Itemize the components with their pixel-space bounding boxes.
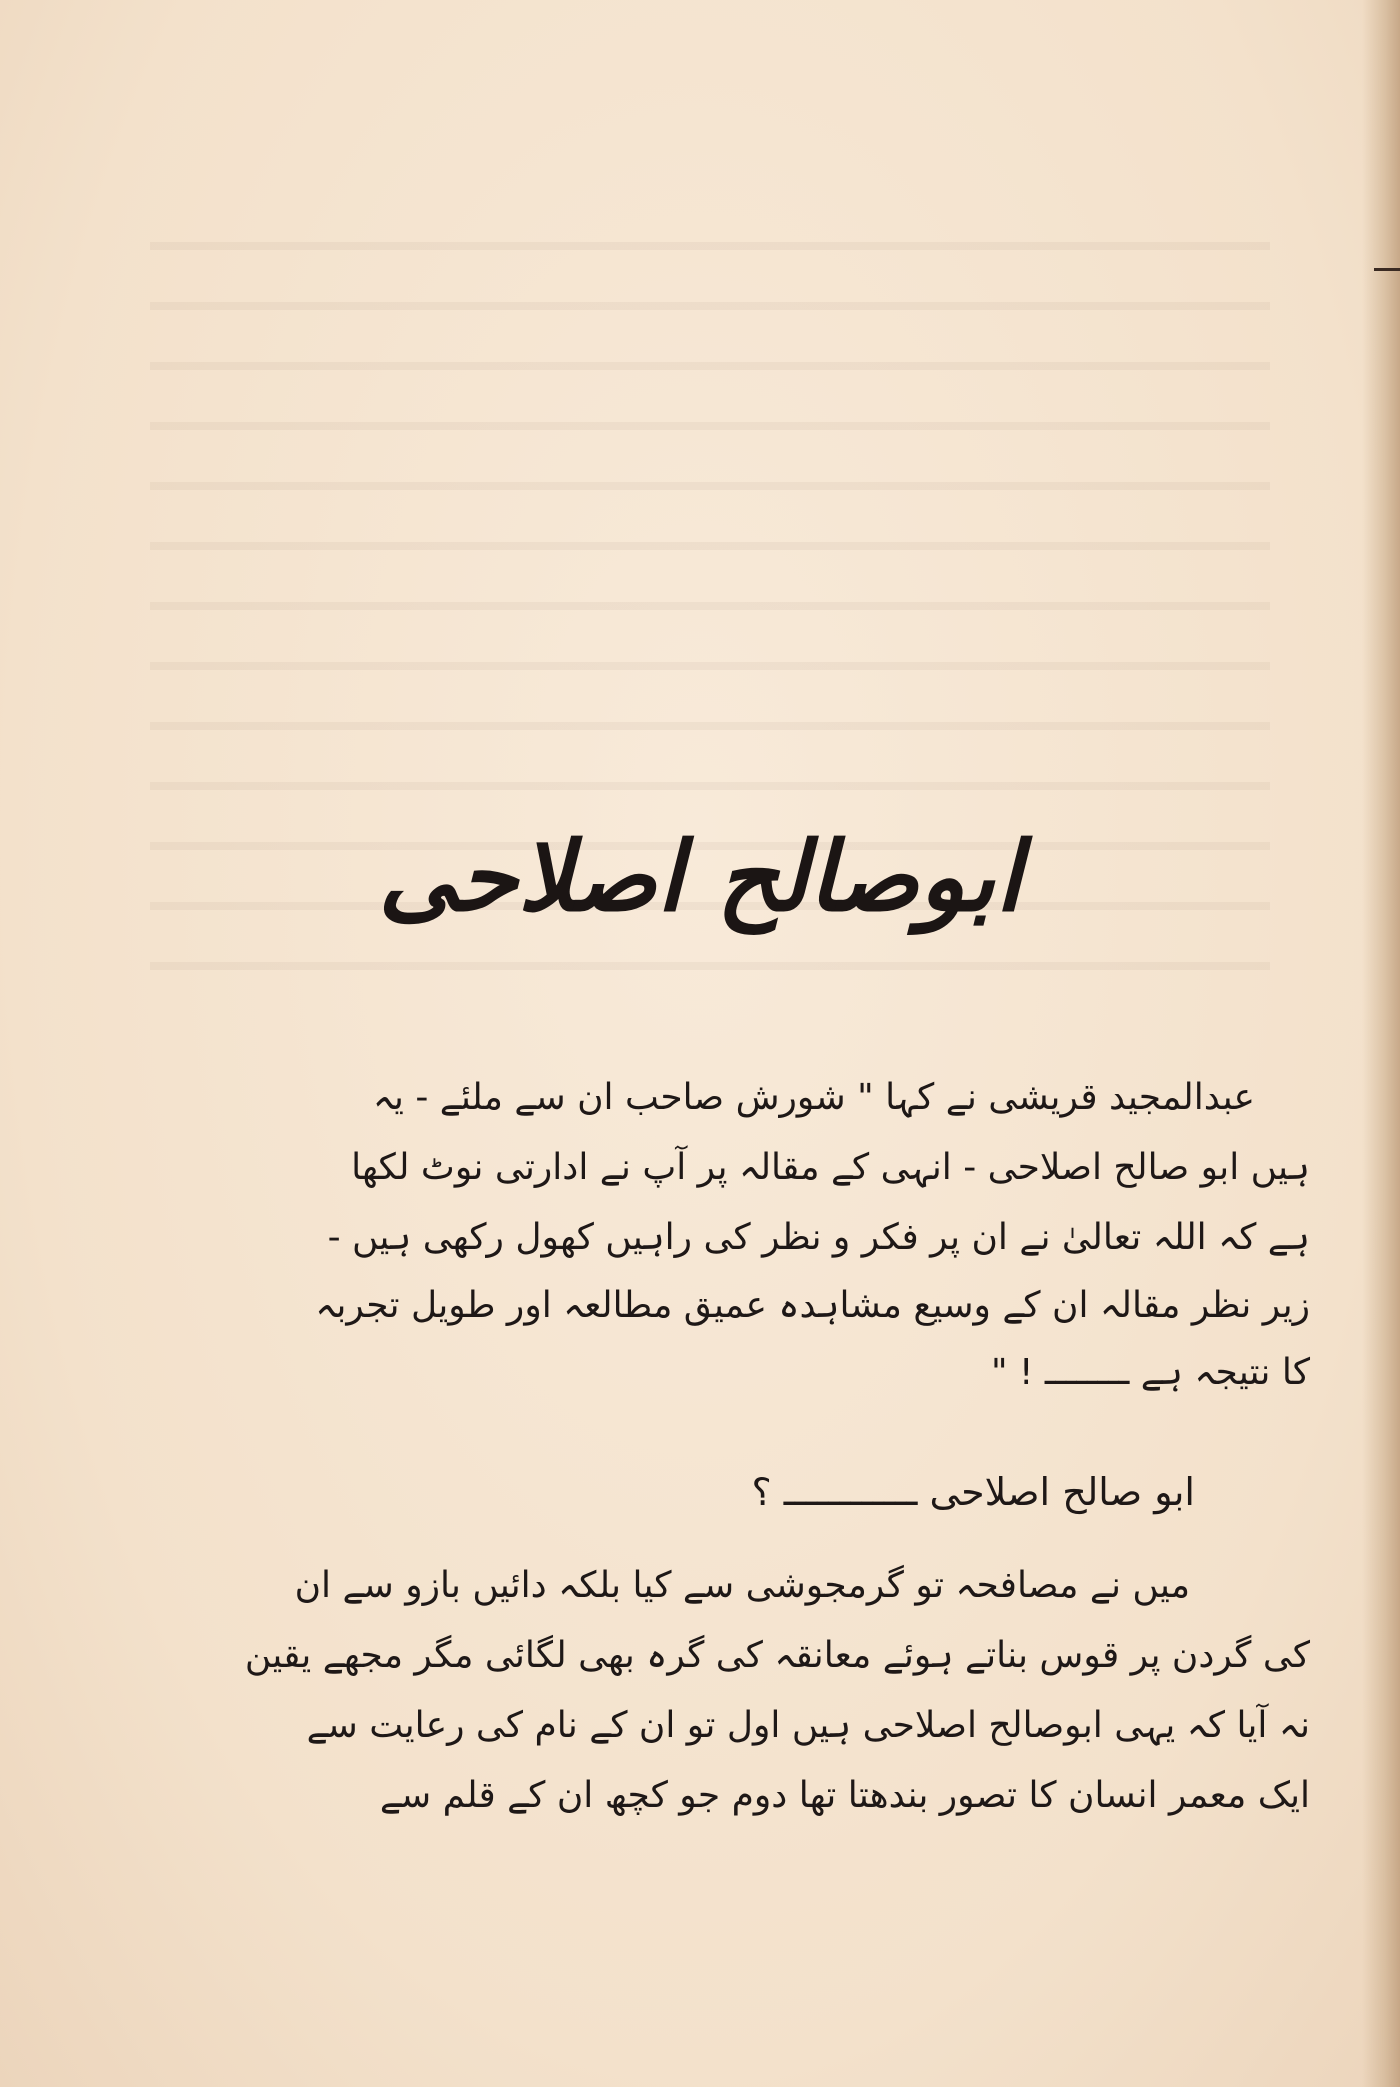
text-line: زیر نظر مقالہ ان کے وسیع مشاہدہ عمیق مطالعہ اور طویل تجربہ [315,1285,1310,1326]
edge-ink-mark [1374,268,1400,271]
text-line: ہیں ابو صالح اصلاحی - انہی کے مقالہ پر آپ نے ادارتی نوٹ لکھا [351,1147,1310,1188]
text-line: ایک معمر انسان کا تصور بندھتا تھا دوم جو کچھ ان کے قلم سے [379,1775,1310,1816]
paragraph-intro [160,1077,1310,1460]
text-line: کا نتیجہ ہے ــــــــ ! " [991,1352,1310,1393]
text-line: نہ آیا کہ یہی ابوصالح اصلاحی ہیں اول تو ان کے نام کی رعایت سے [306,1705,1310,1746]
text-line: کی گردن پر قوس بناتے ہوئے معانقہ کی گرہ بھی لگائی مگر مجھے یقین [244,1635,1310,1676]
page-edge-shadow [1362,0,1400,2087]
text-line: ہے کہ اللہ تعالیٰ نے ان پر فکر و نظر کی راہیں کھول رکھی ہیں - [327,1217,1310,1258]
chapter-title: ابوصالح اصلاحی [378,820,1022,933]
question-line [160,1470,1195,1533]
text-line: عبدالمجید قریشی نے کہا " شورش صاحب ان سے ملئے - یہ [372,1077,1255,1118]
paragraph-meeting [150,1565,1310,1948]
text-line: ابو صالح اصلاحی ــــــــــــ ؟ [751,1470,1195,1514]
text-line: میں نے مصافحہ تو گرمجوشی سے کیا بلکہ دائیں بازو سے ان [294,1565,1190,1606]
